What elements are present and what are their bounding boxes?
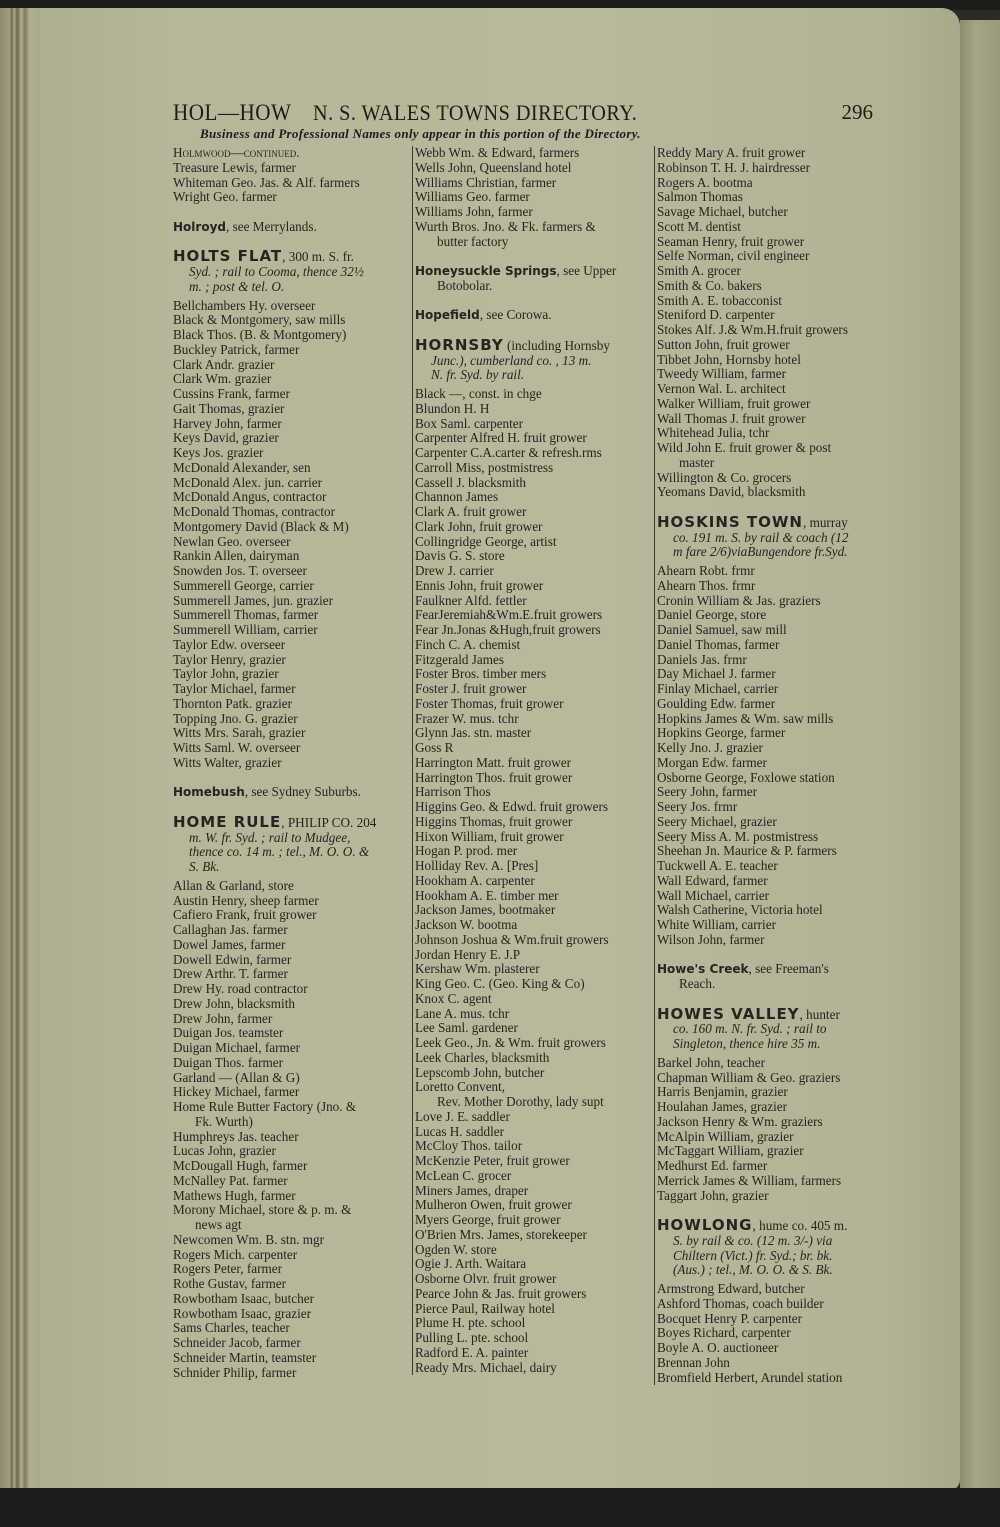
directory-entry: Smith & Co. bakers	[657, 277, 762, 293]
directory-entry: Mathews Hugh, farmer	[173, 1187, 296, 1203]
directory-entry: Plume H. pte. school	[415, 1315, 526, 1331]
place-name: Honeysuckle Springs	[415, 264, 557, 278]
town-heading	[415, 335, 655, 354]
directory-entry: Smith A. E. tobacconist	[657, 292, 782, 308]
directory-entry: Collingridge George, artist	[415, 533, 557, 549]
directory-entry: Lucas John, grazier	[173, 1143, 276, 1159]
directory-entry: Love J. E. saddler	[415, 1108, 510, 1124]
town-description-text: Chiltern (Vict.) fr. Syd.; br. bk.	[673, 1247, 833, 1263]
directory-entry: Pulling L. pte. school	[415, 1330, 529, 1345]
directory-entry: Carpenter Alfred H. fruit grower	[415, 430, 587, 446]
directory-entry: Goulding Edw. farmer	[657, 695, 776, 711]
directory-entry: Witts Saml. W. overseer	[173, 740, 301, 755]
directory-entry: FearJeremiah&Wm.E.fruit growers	[415, 607, 603, 623]
directory-entry: Dowell Edwin, farmer	[173, 951, 292, 967]
directory-entry: Schneider Jacob, farmer	[173, 1335, 301, 1350]
directory-entry: Seery Michael, grazier	[657, 813, 777, 829]
directory-title: N. S. WALES TOWNS DIRECTORY.	[313, 100, 638, 125]
column-2	[412, 146, 655, 1375]
directory-entry: Ahearn Robt. frmr	[657, 563, 755, 578]
directory-entry: Newcomen Wm. B. stn. mgr	[173, 1231, 325, 1247]
alphabetical-range: HOL—HOW	[173, 100, 292, 125]
cross-reference	[173, 785, 411, 800]
directory-entry: Higgins Geo. & Edwd. fruit growers	[415, 799, 609, 814]
directory-entry: Williams Christian, farmer	[415, 174, 557, 190]
directory-entry: Fitzgerald James	[415, 651, 504, 667]
directory-entry: Knox C. agent	[415, 990, 492, 1006]
directory-entry: Sheehan Jn. Maurice & P. farmers	[657, 843, 837, 859]
directory-entry: McNalley Pat. farmer	[173, 1172, 288, 1188]
directory-entry: Foster J. fruit grower	[415, 681, 527, 696]
directory-entry: Rogers Mich. carpenter	[173, 1246, 298, 1262]
directory-entry: Barkel John, teacher	[657, 1054, 766, 1070]
directory-entry: Daniel George, store	[657, 607, 767, 623]
town-name: HOSKINS TOWN	[657, 512, 803, 531]
cross-reference-continued: Botobolar.	[437, 277, 493, 293]
spacer	[415, 249, 655, 264]
town-description-text: m fare 2/6)viaBungendore fr.Syd.	[673, 544, 848, 560]
directory-entry: Walker William, fruit grower	[657, 395, 811, 411]
directory-entry: Harvey John, farmer	[173, 415, 282, 431]
directory-entry: Thornton Patk. grazier	[173, 695, 293, 711]
town-name: HOWLONG	[657, 1216, 753, 1234]
town-name: HOLTS FLAT	[173, 247, 283, 266]
directory-entry: Lucas H. saddler	[415, 1123, 504, 1139]
cross-reference-continued: Reach.	[679, 976, 716, 991]
directory-entry: Sutton John, fruit grower	[657, 336, 790, 352]
directory-entry: Wild John E. fruit grower & post	[657, 440, 832, 455]
directory-entry: Mulheron Owen, fruit grower	[415, 1197, 572, 1213]
directory-entry: McDonald Angus, contractor	[173, 489, 327, 505]
town-description	[173, 860, 411, 875]
directory-entry: Hickey Michael, farmer	[173, 1084, 300, 1100]
spacer	[173, 771, 411, 786]
directory-entry: Frazer W. mus. tchr	[415, 710, 519, 726]
directory-entry: Rowbotham Isaac, grazier	[173, 1305, 312, 1321]
directory-entry: Yeomans David, blacksmith	[657, 484, 806, 500]
town-description	[173, 831, 411, 846]
directory-entry: Seery Miss A. M. postmistress	[657, 828, 819, 844]
directory-entry: McAlpin William, grazier	[657, 1128, 794, 1144]
directory-entry: Clark A. fruit grower	[415, 504, 527, 519]
directory-entry: Drew John, farmer	[173, 1010, 273, 1026]
town-description-text: N. fr. Syd. by rail.	[431, 367, 525, 383]
directory-entry: McDougall Hugh, farmer	[173, 1158, 308, 1173]
spacer	[657, 948, 903, 963]
directory-entry: Goss R	[415, 740, 454, 755]
directory-entry: Cussins Frank, farmer	[173, 386, 290, 401]
town-description-text: m. W. fr. Syd. ; rail to Mudgee,	[189, 829, 351, 845]
directory-entry: Lee Saml. gardener	[415, 1020, 518, 1036]
directory-entry: Wall Michael, carrier	[657, 887, 770, 903]
page-subtitle: Business and Professional Names only appear in this portion of the Directory.	[200, 126, 641, 141]
directory-entry: Osborne Olvr. fruit grower	[415, 1271, 557, 1286]
directory-entry: White William, carrier	[657, 917, 776, 932]
directory-entry: Higgins Thomas, fruit grower	[415, 813, 573, 829]
directory-entry: Vernon Wal. L. architect	[657, 381, 786, 396]
directory-entry: Duigan Thos. farmer	[173, 1054, 283, 1070]
directory-entry: Steniford D. carpenter	[657, 307, 775, 323]
directory-entry: Taggart John, grazier	[657, 1187, 769, 1203]
directory-entry: Webb Wm. & Edward, farmers	[415, 145, 580, 160]
town-heading	[173, 249, 411, 265]
directory-entry: Savage Michael, butcher	[657, 204, 788, 219]
directory-entry: Hookham A. E. timber mer	[415, 887, 559, 903]
directory-entry: Whiteman Geo. Jas. & Alf. farmers	[173, 174, 360, 190]
directory-entry: Clark Andr. grazier	[173, 356, 275, 372]
town-heading	[657, 1004, 903, 1023]
directory-entry: Rogers A. bootma	[657, 174, 753, 190]
town-description: , hume co. 405 m.	[752, 1218, 848, 1233]
directory-entry: Walsh Catherine, Victoria hotel	[657, 902, 823, 918]
directory-entry: Schneider Martin, teamster	[173, 1349, 317, 1365]
directory-entry: McDonald Alex. jun. carrier	[173, 474, 323, 490]
town-name: HORNSBY	[415, 335, 504, 354]
continued-text: Holmwood—continued.	[173, 145, 300, 160]
directory-entry: Summerell George, carrier	[173, 577, 314, 593]
directory-entry: Holliday Rev. A. [Pres]	[415, 858, 539, 873]
directory-entry: Ogden W. store	[415, 1241, 497, 1257]
spacer	[173, 205, 411, 220]
directory-entry: Drew Hy. road contractor	[173, 981, 308, 996]
directory-entry: Williams John, farmer	[415, 204, 533, 219]
town-description	[657, 531, 903, 546]
place-name: Holroyd	[173, 219, 226, 234]
directory-entry: Dowel James, farmer	[173, 936, 286, 952]
directory-entry: Box Saml. carpenter	[415, 415, 524, 431]
directory-entry: Rogers Peter, farmer	[173, 1261, 282, 1277]
directory-entry: Leek Geo., Jn. & Wm. fruit growers	[415, 1035, 606, 1050]
directory-entry: Reddy Mary A. fruit grower	[657, 145, 806, 160]
directory-entry: Pierce Paul, Railway hotel	[415, 1300, 555, 1316]
directory-entry: McCloy Thos. tailor	[415, 1138, 523, 1154]
directory-entry: Taylor Henry, grazier	[173, 651, 286, 667]
directory-entry: Harris Benjamin, grazier	[657, 1084, 788, 1100]
directory-entry: Ready Mrs. Michael, dairy	[415, 1359, 557, 1375]
town-description	[173, 845, 411, 860]
cross-reference-text: , see Sydney Suburbs.	[244, 784, 361, 800]
town-description: , hunter	[799, 1006, 840, 1022]
directory-entry: Keys Jos. grazier	[173, 445, 264, 460]
directory-entry: Morony Michael, store & p. m. &	[173, 1202, 352, 1218]
directory-entry: Seery John, farmer	[657, 784, 757, 800]
directory-entry: Finch C. A. chemist	[415, 636, 521, 652]
town-description: , 300 m. S. fr.	[282, 249, 354, 265]
directory-entry: McDonald Alexander, sen	[173, 459, 311, 475]
directory-entry: Duigan Jos. teamster	[173, 1025, 284, 1041]
directory-entry: Keys David, grazier	[173, 430, 279, 446]
directory-entry: Taylor Edw. overseer	[173, 636, 286, 652]
directory-entry: Whitehead Julia, tchr	[657, 425, 770, 441]
directory-entry: Taylor John, grazier	[173, 666, 279, 682]
directory-entry: Bromfield Herbert, Arundel station	[657, 1369, 843, 1385]
directory-entry: Jackson W. bootma	[415, 917, 518, 932]
directory-entry: Rowbotham Isaac, butcher	[173, 1290, 314, 1306]
directory-entry: Daniel Samuel, saw mill	[657, 622, 787, 637]
directory-entry: Daniel Thomas, farmer	[657, 636, 780, 652]
directory-entry: Seery Jos. frmr	[657, 799, 738, 814]
town-description: , PHILIP CO. 204	[281, 814, 377, 830]
directory-entry: Williams Geo. farmer	[415, 189, 530, 205]
town-description-text: thence co. 14 m. ; tel., M. O. O. &	[189, 844, 370, 860]
directory-entry: McKenzie Peter, fruit grower	[415, 1153, 570, 1168]
directory-entry: McTaggart William, grazier	[657, 1143, 804, 1159]
directory-entry: Stokes Alf. J.& Wm.H.fruit growers	[657, 322, 848, 337]
town-description-text: Syd. ; rail to Cooma, thence 32½	[189, 264, 364, 279]
directory-entry: Merrick James & William, farmers	[657, 1172, 842, 1188]
directory-entry: Hopkins George, farmer	[657, 725, 786, 741]
directory-entry: Callaghan Jas. farmer	[173, 922, 288, 937]
directory-entry: Scott M. dentist	[657, 218, 741, 234]
directory-entry: Lepscomb John, butcher	[415, 1064, 545, 1080]
directory-entry: Robinson T. H. J. hairdresser	[657, 159, 810, 175]
directory-entry: Morgan Edw. farmer	[657, 754, 767, 770]
directory-entry-continued: butter factory	[437, 233, 509, 249]
town-name: HOME RULE	[173, 812, 282, 831]
directory-entry: Hopkins James & Wm. saw mills	[657, 710, 834, 726]
directory-entry: Selfe Norman, civil engineer	[657, 248, 810, 264]
directory-entry: Black Thos. (B. & Montgomery)	[173, 327, 347, 342]
town-description-text: co. 191 m. S. by rail & coach (12	[673, 529, 849, 545]
directory-entry: Topping Jno. G. grazier	[173, 710, 298, 726]
town-description	[657, 1234, 903, 1249]
town-description-text: Singleton, thence hire 35 m.	[673, 1036, 821, 1051]
directory-entry: Drew Arthr. T. farmer	[173, 966, 288, 982]
cross-reference-text: , see Merrylands.	[225, 218, 317, 234]
directory-entry: Carpenter C.A.carter & refresh.rms	[415, 445, 602, 460]
town-description	[173, 280, 411, 295]
directory-entry: Black & Montgomery, saw mills	[173, 312, 346, 328]
directory-entry: Montgomery David (Black & M)	[173, 518, 349, 534]
directory-entry: Wells John, Queensland hotel	[415, 159, 572, 175]
directory-entry: Jackson James, bootmaker	[415, 902, 556, 918]
directory-entry: Tweedy William, farmer	[657, 366, 787, 382]
cross-reference	[415, 308, 655, 323]
cross-reference-text: , see Corowa.	[479, 307, 552, 323]
directory-entry: Finlay Michael, carrier	[657, 681, 779, 696]
directory-entry: Gait Thomas, grazier	[173, 400, 285, 416]
town-description	[173, 265, 411, 280]
directory-entry: Ennis John, fruit grower	[415, 577, 544, 593]
town-description-text: S. by rail & co. (12 m. 3/-) via	[673, 1232, 833, 1248]
town-description	[657, 1037, 903, 1052]
directory-entry: Davis G. S. store	[415, 548, 505, 564]
directory-entry: Pearce John & Jas. fruit growers	[415, 1285, 587, 1301]
directory-entry: Faulkner Alfd. fettler	[415, 592, 527, 608]
directory-entry: Channon James	[415, 489, 499, 505]
cross-reference-text: , see Freeman's	[748, 961, 829, 977]
town-description	[415, 354, 655, 369]
directory-entry: Chapman William & Geo. graziers	[657, 1069, 841, 1085]
town-description	[657, 545, 903, 560]
directory-entry: Kelly Jno. J. grazier	[657, 740, 763, 755]
directory-entry: Clark John, fruit grower	[415, 518, 543, 534]
directory-entry: Drew J. carrier	[415, 563, 494, 578]
spacer	[415, 294, 655, 309]
directory-entry: McLean C. grocer	[415, 1167, 512, 1183]
directory-entry: Snowden Jos. T. overseer	[173, 563, 307, 578]
directory-entry: Wall Thomas J. fruit grower	[657, 410, 806, 426]
town-description-text: S. Bk.	[189, 859, 220, 874]
town-description-text: Junc.), cumberland co. , 13 m.	[431, 352, 592, 368]
directory-entry-continued: master	[679, 454, 715, 470]
cross-reference-text: , see Upper	[556, 263, 617, 278]
directory-entry: Smith A. grocer	[657, 263, 741, 278]
directory-entry: Seaman Henry, fruit grower	[657, 233, 805, 249]
facing-page-edge	[960, 20, 1000, 1490]
directory-entry: Salmon Thomas	[657, 189, 743, 205]
continued-heading	[173, 146, 411, 161]
directory-entry: Day Michael J. farmer	[657, 666, 776, 682]
directory-entry: Boyle A. O. auctioneer	[657, 1340, 779, 1355]
town-description-text: m. ; post & tel. O.	[189, 278, 285, 294]
directory-entry: Wall Edward, farmer	[657, 872, 768, 888]
directory-entry-continued: Rev. Mother Dorothy, lady supt	[437, 1094, 604, 1109]
directory-entry: Harrington Matt. fruit grower	[415, 754, 572, 770]
directory-entry: Hogan P. prod. mer	[415, 843, 518, 859]
directory-entry: Wilson John, farmer	[657, 931, 765, 947]
directory-entry: Miners James, draper	[415, 1182, 529, 1198]
directory-entry: Lane A. mus. tchr	[415, 1005, 510, 1021]
directory-entry: Jackson Henry & Wm. graziers	[657, 1113, 823, 1129]
directory-entry: Summerell William, carrier	[173, 622, 318, 637]
directory-entry: Home Rule Butter Factory (Jno. &	[173, 1099, 357, 1114]
directory-entry: Schnider Philip, farmer	[173, 1364, 297, 1380]
page-number: 296	[841, 100, 873, 124]
directory-entry: Fear Jn.Jonas &Hugh,fruit growers	[415, 622, 601, 637]
directory-entry: Johnson Joshua & Wm.fruit growers	[415, 931, 609, 947]
directory-entry: Osborne George, Foxlowe station	[657, 769, 835, 785]
directory-entry: O'Brien Mrs. James, storekeeper	[415, 1226, 587, 1242]
town-description-text: co. 160 m. N. fr. Syd. ; rail to	[673, 1021, 827, 1037]
directory-entry: Garland — (Allan & G)	[173, 1069, 300, 1085]
directory-entry: Witts Mrs. Sarah, grazier	[173, 725, 306, 741]
directory-entry: Leek Charles, blacksmith	[415, 1049, 550, 1065]
directory-entry: Wurth Bros. Jno. & Fk. farmers &	[415, 218, 596, 234]
directory-entry: Newlan Geo. overseer	[173, 533, 291, 549]
directory-entry: Bellchambers Hy. overseer	[173, 297, 316, 313]
town-description	[657, 1022, 903, 1037]
directory-entry: Boyes Richard, carpenter	[657, 1325, 791, 1341]
cross-reference	[415, 264, 655, 279]
directory-entry: Sams Charles, teacher	[173, 1320, 290, 1336]
column-3	[654, 146, 903, 1385]
directory-entry: Radford E. A. painter	[415, 1344, 529, 1360]
town-description	[657, 1263, 903, 1278]
directory-entry: Bocquet Henry P. carpenter	[657, 1310, 803, 1326]
town-description	[657, 1249, 903, 1264]
directory-entry: Harrington Thos. fruit grower	[415, 769, 573, 785]
directory-entry: Houlahan James, grazier	[657, 1099, 787, 1114]
directory-entry: Tibbet John, Hornsby hotel	[657, 351, 801, 367]
column-1	[173, 146, 411, 1380]
directory-entry: Treasure Lewis, farmer	[173, 159, 296, 175]
town-heading	[657, 512, 903, 531]
directory-entry: Ashford Thomas, coach builder	[657, 1295, 824, 1311]
directory-entry: Foster Thomas, fruit grower	[415, 695, 564, 711]
directory-entry-continued: news agt	[195, 1217, 242, 1232]
directory-entry: Black —, const. in chge	[415, 386, 542, 401]
town-description	[415, 368, 655, 383]
directory-entry: Summerell Thomas, farmer	[173, 607, 319, 623]
directory-entry: Daniels Jas. frmr	[657, 651, 747, 667]
directory-entry: Glynn Jas. stn. master	[415, 725, 532, 741]
directory-entry: Jordan Henry E. J.P	[415, 946, 521, 962]
directory-entry: Austin Henry, sheep farmer	[173, 892, 319, 908]
cross-reference	[657, 962, 903, 977]
directory-entry: Harrison Thos	[415, 784, 491, 800]
directory-entry: Myers George, fruit grower	[415, 1212, 561, 1227]
directory-entry: Witts Walter, grazier	[173, 754, 282, 770]
directory-entry: Cassell J. blacksmith	[415, 474, 526, 490]
directory-entry: Buckley Patrick, farmer	[173, 341, 300, 357]
directory-entry: Brennan John	[657, 1354, 730, 1370]
directory-entry: Wright Geo. farmer	[173, 189, 277, 205]
directory-entry: Armstrong Edward, butcher	[657, 1281, 805, 1296]
cross-reference	[173, 220, 411, 235]
directory-entry: King Geo. C. (Geo. King & Co)	[415, 976, 585, 991]
town-name: HOWES VALLEY	[657, 1004, 800, 1023]
directory-entry: Ogie J. Arth. Waitara	[415, 1256, 527, 1272]
directory-entry: Rankin Allen, dairyman	[173, 548, 300, 564]
directory-entry: Drew John, blacksmith	[173, 995, 295, 1011]
directory-entry: Allan & Garland, store	[173, 877, 294, 893]
directory-entry: Ahearn Thos. frmr	[657, 577, 756, 593]
directory-entry: Kershaw Wm. plasterer	[415, 961, 540, 977]
directory-entry: Medhurst Ed. farmer	[657, 1158, 768, 1173]
directory-entry: Carroll Miss, postmistress	[415, 459, 554, 475]
directory-entry: Loretto Convent,	[415, 1079, 506, 1095]
place-name: Homebush	[173, 785, 245, 800]
town-description: , murray	[802, 514, 848, 530]
directory-entry: Taylor Michael, farmer	[173, 681, 296, 696]
directory-entry: Foster Bros. timber mers	[415, 666, 547, 682]
town-description: (including Hornsby	[503, 337, 610, 353]
place-name: Hopefield	[415, 308, 480, 323]
directory-entry: Summerell James, jun. grazier	[173, 592, 334, 608]
town-description-text: (Aus.) ; tel., M. O. O. & S. Bk.	[673, 1262, 833, 1278]
town-heading	[173, 812, 411, 831]
book-bottom-edge	[0, 1488, 1000, 1527]
directory-entry: Rothe Gustav, farmer	[173, 1276, 287, 1291]
directory-entry: Hixon William, fruit grower	[415, 828, 564, 844]
directory-entry: McDonald Thomas, contractor	[173, 504, 335, 519]
directory-entry: Cronin William & Jas. graziers	[657, 592, 821, 608]
place-name: Howe's Creek	[657, 962, 749, 977]
directory-entry: Humphreys Jas. teacher	[173, 1128, 299, 1144]
directory-entry: Hookham A. carpenter	[415, 872, 535, 888]
directory-entry: Cafiero Frank, fruit grower	[173, 907, 317, 923]
directory-entry: Blundon H. H	[415, 400, 490, 416]
directory-entry: Willington & Co. grocers	[657, 469, 792, 485]
directory-entry: Tuckwell A. E. teacher	[657, 858, 778, 873]
town-heading	[657, 1218, 903, 1234]
directory-entry: Clark Wm. grazier	[173, 371, 272, 387]
directory-entry: Duigan Michael, farmer	[173, 1040, 301, 1055]
directory-entry-continued: Fk. Wurth)	[195, 1113, 253, 1129]
